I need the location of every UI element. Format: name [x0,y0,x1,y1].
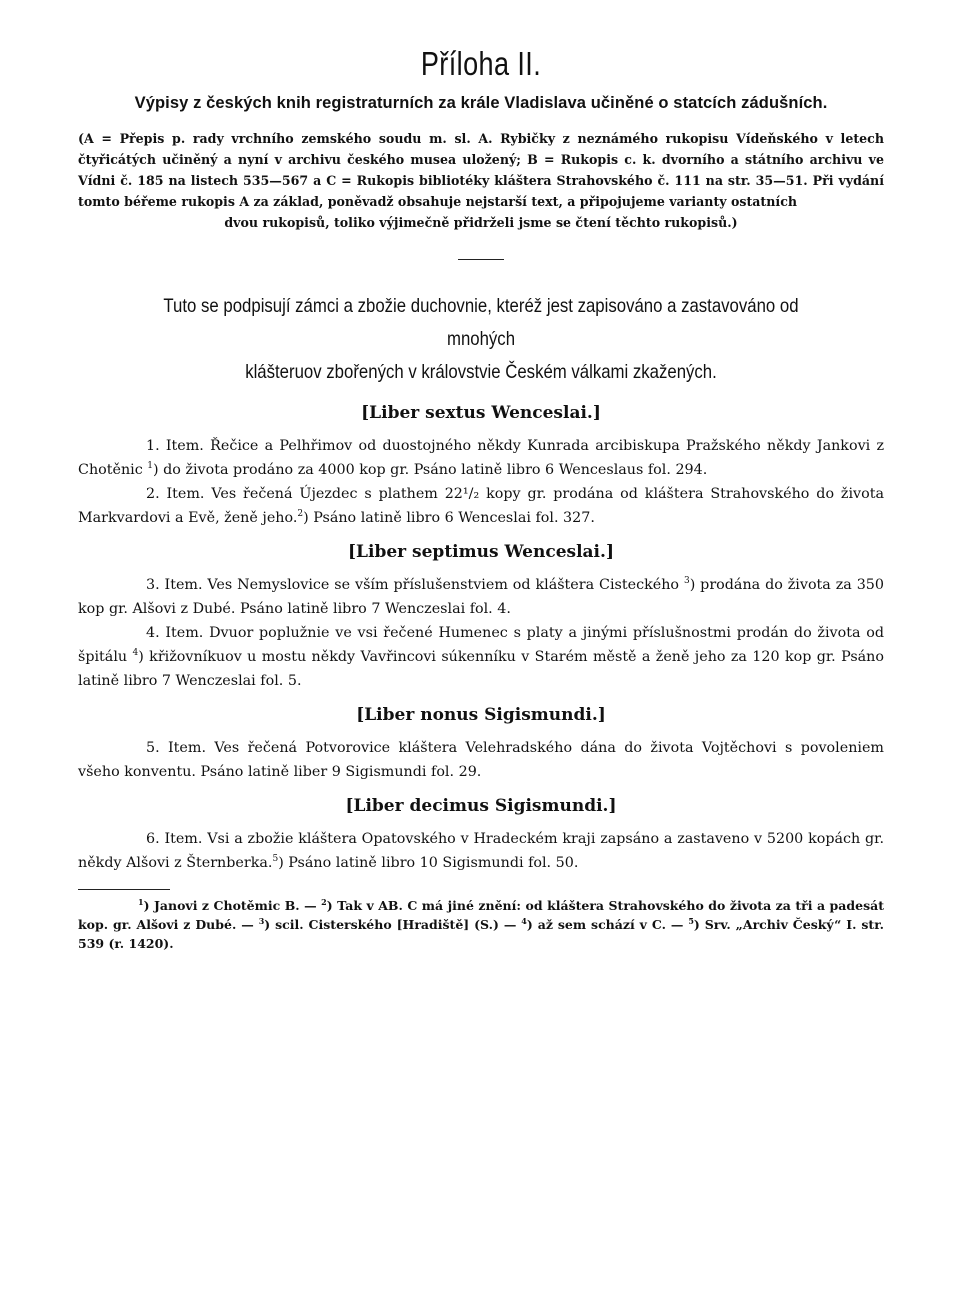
document-page [78,44,884,953]
entry-paragraph [78,573,884,621]
footnote-text: ) scil. Cisterského [Hradiště] (S.) — [264,917,522,932]
footnote-number: 4 [521,916,527,926]
footnote-ref: 2 [297,509,304,519]
footnote-text: ) Srv. „Archiv Český“ I. str. 539 (r. 1420). [78,917,884,951]
footnote-text: ) Janovi z Chotěmic B. — [143,898,322,913]
footnotes [78,896,884,953]
entry-paragraph [78,434,884,482]
footnote-ref: 1 [147,461,154,471]
footnote-number: 5 [688,916,694,926]
heading-line: Tuto se podpisují zámci a zbožie duchovnie, kteréž jest zapisováno a zastavováno od mnohých [163,295,799,350]
book-heading: [Liber sextus Wenceslai.] [361,403,601,423]
intro-line: dvou rukopisů, toliko výjimečně přidrželi jsme se čtení těchto rukopisů.) [224,215,738,230]
intro-line: čtyřicátých učiněný a nyní v archivu českého musea uložený; B = Rukopis c. k. dvorního a státního archivu [78,152,863,167]
footnote-ref: 4 [132,648,139,658]
footnote-number: 3 [258,916,265,926]
section-heading [78,290,884,356]
intro-line: Při vydání tomto béřeme rukopis A za základ, poněvadž obsahuje nejstarší text, a připojujeme varianty ostatních [78,173,884,209]
page-subtitle: Výpisy z českých knih registraturních za krále Vladislava učiněné o statcích zádušních. [134,94,828,112]
entry-text: 3. Item. Ves Nemyslovice se vším příslušenstviem od kláštera Cisteckého [146,577,684,593]
footnote-ref: 5 [272,854,279,864]
page-title: Příloha II. [420,45,542,82]
entry-text: ) Psáno latině libro 6 Wenceslai fol. 327. [303,510,595,526]
intro-note [78,128,884,233]
entry-text: ) Psáno latině libro 10 Sigismundi fol. 50. [278,855,579,871]
book-heading: [Liber septimus Wenceslai.] [348,542,614,562]
heading-line: klášteruov zbořených v královstvie Českém válkami zkažených. [245,361,717,383]
entry-text: 4. Item. Dvuor poplužnie ve vsi řečené Humenec s platy a jinými příslušnostmi prodán do života od špitálu [78,625,884,665]
entry-text: 5. Item. Ves řečená Potvorovice kláštera Velehradského dána do života Vojtěchovi s povoleniem všeho konventu. Psáno latině liber 9 Sigismundi fol. 29. [78,740,884,780]
entry-text: 6. Item. Vsi a zbožie kláštera Opatovského v Hradeckém kraji zapsáno a zastaveno v 5200 kopách gr. někdy Alšovi z Šternberka. [78,831,884,871]
entry-paragraph [78,621,884,693]
footnote-number: 2 [321,897,327,907]
entry-paragraph [78,827,884,875]
footnote-divider [78,889,170,890]
intro-line: (A = Přepis p. rady vrchního zemského soudu m. sl. A. Rybičky z neznámého rukopisu Vídeňského v letech [78,131,884,146]
entry-text: ) prodána do života za 350 kop gr. Alšovi z Dubé. Psáno latině libro 7 Wenczeslai fol. 4. [78,577,884,617]
footnote-ref: 3 [683,576,690,586]
footnote-text: ) až sem schází v C. — [526,917,689,932]
intro-line: ve Vídni č. 185 na listech 535—567 a C = Rukopis bibliotéky kláštera Strahovského č. 111 na str. 35—51. [78,152,884,188]
book-heading: [Liber decimus Sigismundi.] [345,796,617,816]
entry-text: 2. Item. Ves řečená Újezdec s plathem 22¹/₂ kopy gr. prodána od kláštera Strahovského do života Markvardovi a Evě, ženě jeho. [78,486,884,526]
footnote-number: 1 [138,897,144,907]
entry-paragraph [78,736,884,784]
book-heading: [Liber nonus Sigismundi.] [356,705,606,725]
entry-text: ) do života prodáno za 4000 kop gr. Psáno latině libro 6 Wenceslaus fol. 294. [153,462,708,478]
footnote-text: ) Tak v AB. C má jiné znění: od kláštera Strahovského do života za tři a padesát kop. gr. Alšovi z Dubé. — [78,898,884,932]
entry-text: 1. Item. Řečice a Pelhřimov od duostojného někdy Kunrada arcibiskupa Pražského někdy Jankovi z Chotěnic [78,438,884,478]
entry-paragraph [78,482,884,530]
section-divider [458,259,504,260]
entry-text: ) křižovníkuov u mostu někdy Vavřincovi súkenníku v Starém městě a ženě jeho za 120 kop gr. Psáno latině libro 7 Wenczeslai fol. 5. [78,649,884,689]
